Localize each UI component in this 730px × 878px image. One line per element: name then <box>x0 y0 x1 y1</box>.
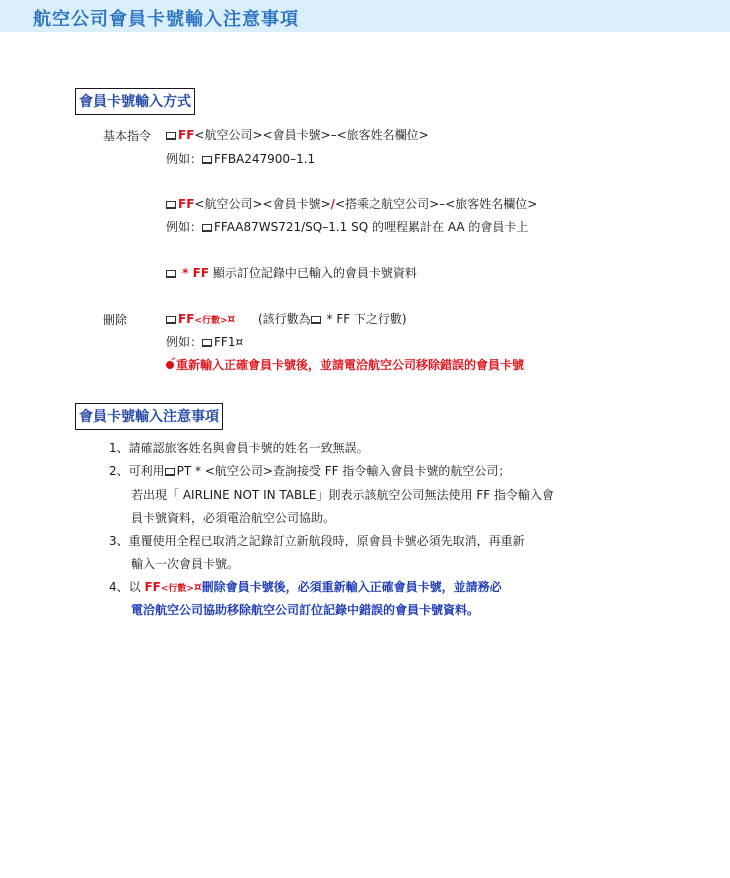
example-text: FFAA87WS721/SQ–1.1 SQ 的哩程累計在 AA 的會員卡上 <box>214 220 529 234</box>
note-1: 1、請確認旅客姓名與會員卡號的姓名一致無誤。 <box>109 441 369 455</box>
command-line-3 <box>166 265 417 281</box>
command-text: 顯示訂位記錄中已輸入的會員卡號資料 <box>209 266 417 280</box>
ff-keyword: FF <box>144 580 161 594</box>
terminal-icon <box>202 339 212 347</box>
delete-note-text-a: (該行數為 <box>258 312 311 326</box>
header-bar <box>0 0 730 32</box>
example-prefix: 例如： <box>166 335 203 349</box>
note-4-text: 刪除會員卡號後，必須重新輸入正確會員卡號，並請務必 <box>201 580 502 594</box>
terminal-icon <box>202 224 212 232</box>
warning-line <box>166 357 524 373</box>
terminal-icon <box>202 156 212 164</box>
ff-keyword: FF <box>178 312 195 326</box>
command-text-a: <航空公司><會員卡號> <box>194 197 331 211</box>
ff-keyword: FF <box>178 128 195 142</box>
basic-command-label: 基本指令 <box>103 129 152 143</box>
command-line-1 <box>166 127 429 143</box>
note-4-prefix: 4、以 <box>109 580 145 594</box>
note-3-line-2: 輸入一次會員卡號。 <box>131 557 240 571</box>
example-text: FFBA247900–1.1 <box>214 152 316 166</box>
command-text: <航空公司><會員卡號>–<旅客姓名欄位> <box>194 128 429 142</box>
page-title: 航空公司會員卡號輸入注意事項 <box>33 9 299 30</box>
note-2-text-a: 2、可利用 <box>109 464 165 478</box>
command-text-b: <搭乘之航空公司>–<旅客姓名欄位> <box>335 197 538 211</box>
delete-example-line <box>166 334 243 350</box>
delete-command-line <box>166 311 235 329</box>
terminal-icon <box>311 316 321 324</box>
delete-note <box>258 311 407 327</box>
note-2-line-2: 若出現「 AIRLINE NOT IN TABLE」則表示該航空公司無法使用 FF 指令輸入會 <box>131 488 554 502</box>
note-2-text-b: PT * <航空公司>查詢接受 FF 指令輸入會員卡號的航空公司； <box>176 464 511 478</box>
terminal-icon <box>165 468 175 476</box>
terminal-icon <box>166 132 176 140</box>
note-4-line-2: 電洽航空公司協助移除航空公司訂位記錄中錯誤的會員卡號資料。 <box>131 603 480 617</box>
example-text: FF1¤ <box>214 335 244 349</box>
section-title-notes: 會員卡號輸入注意事項 <box>75 403 223 430</box>
slash-separator: / <box>330 197 336 211</box>
end-mark: ¤ <box>227 312 236 326</box>
example-line-2 <box>166 219 528 235</box>
warning-text: 重新輸入正確會員卡號後，並請電洽航空公司移除錯誤的會員卡號 <box>176 358 525 372</box>
end-mark: ¤ <box>193 580 202 594</box>
terminal-icon <box>166 316 176 324</box>
note-2 <box>109 463 510 479</box>
ff-keyword: FF <box>178 197 195 211</box>
terminal-icon <box>166 270 176 278</box>
line-number-arg: <行數> <box>194 316 228 326</box>
line-number-arg: <行數> <box>160 584 194 594</box>
example-prefix: 例如： <box>166 152 203 166</box>
delete-label: 刪除 <box>103 313 128 327</box>
note-3: 3、重覆使用全程已取消之記錄訂立新航段時，原會員卡號必須先取消，再重新 <box>109 534 525 548</box>
delete-note-text-b: * FF 下之行數) <box>322 312 407 326</box>
note-2-line-3: 員卡號資料，必須電洽航空公司協助。 <box>131 511 336 525</box>
note-4 <box>109 579 502 597</box>
terminal-icon <box>166 201 176 209</box>
command-line-2 <box>166 196 537 212</box>
section-title-input-method: 會員卡號輸入方式 <box>75 88 195 115</box>
bomb-bullet-icon <box>166 361 174 369</box>
example-line-1 <box>166 151 315 167</box>
example-prefix: 例如： <box>166 220 203 234</box>
star-ff-keyword: * FF <box>178 266 210 280</box>
